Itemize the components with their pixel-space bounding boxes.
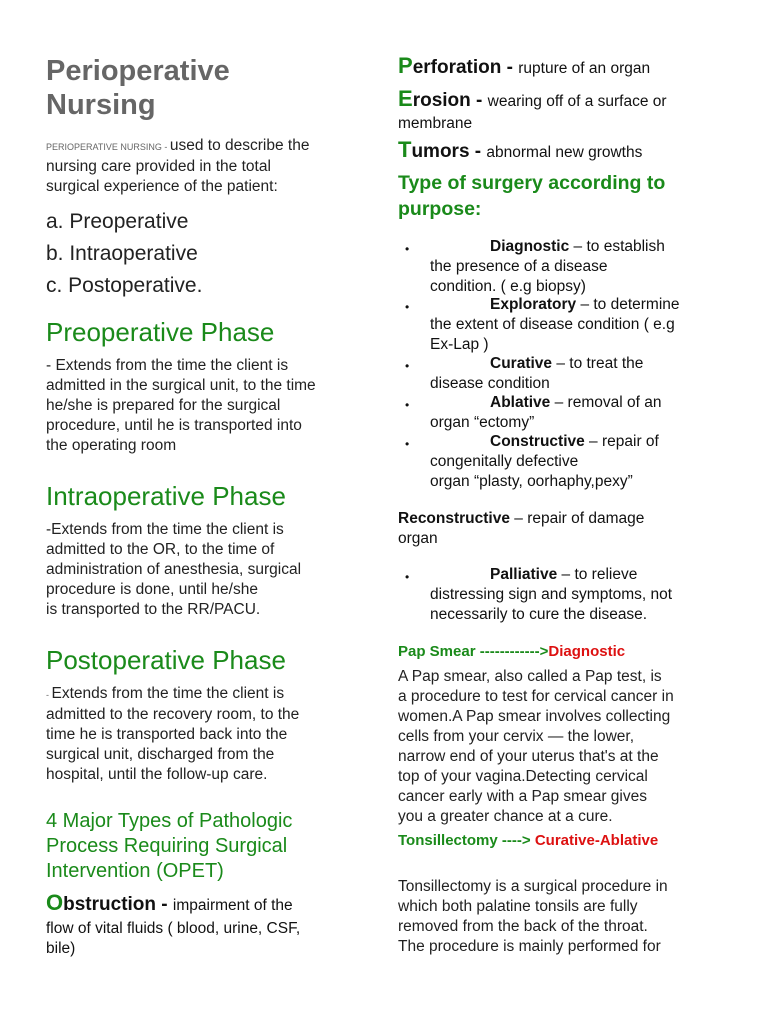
text-line: hospital, until the follow-up care. (46, 766, 268, 783)
tumors-term (398, 137, 487, 162)
term-initial: T (398, 137, 412, 162)
term-initial: P (398, 53, 413, 78)
type-def-line: organ “ectomy” (430, 414, 535, 431)
erosion-term (398, 86, 488, 111)
palliative-list (398, 565, 728, 625)
obstruction-term (46, 890, 173, 915)
tonsillectomy-text (398, 877, 733, 957)
type-def-line: Ex-Lap ) (430, 336, 489, 353)
text-line: Extends from the time the client is (51, 685, 285, 702)
type-def-line: disease condition (430, 375, 550, 392)
reconstructive-entry (398, 509, 644, 549)
type-def-line: necessarily to cure the disease. (430, 606, 648, 623)
type-def: – to establish (569, 238, 665, 255)
opet-heading (46, 809, 366, 884)
heading-line: Intervention (OPET) (46, 860, 224, 882)
type-def: – removal of an (550, 394, 662, 411)
term-initial: E (398, 86, 413, 111)
type-def-line: condition. ( e.g biopsy) (430, 278, 586, 295)
list-item (398, 237, 728, 295)
text-line: The procedure is mainly performed for (398, 938, 661, 955)
heading-line: purpose: (398, 198, 482, 220)
title-line-2: Nursing (46, 89, 156, 121)
term-rest: umors - (411, 141, 487, 162)
term-rest: bstruction - (63, 894, 173, 915)
pap-smear-label (398, 642, 625, 662)
list-item (398, 393, 728, 432)
text-line: time he is transported back into the (46, 726, 288, 743)
intraop-text (46, 520, 366, 620)
erosion-def-line: membrane (398, 115, 473, 132)
phase-item: b. Intraoperative (46, 242, 198, 265)
type-def: – repair of (584, 433, 659, 450)
tumors-entry (398, 136, 642, 167)
preop-text (46, 356, 366, 456)
type-term: Curative (490, 355, 553, 372)
erosion-def: wearing off of a surface or (487, 93, 667, 110)
text-line: -Extends from the time the client is (46, 521, 284, 538)
phase-item: c. Postoperative. (46, 274, 203, 297)
intro-line: used to describe the (169, 137, 310, 154)
preop-heading: Preoperative Phase (46, 317, 275, 347)
type-def-line: the presence of a disease (430, 258, 608, 275)
type-term: Constructive (490, 433, 585, 450)
type-term: Exploratory (490, 296, 577, 313)
pap-smear-type: Diagnostic (548, 643, 626, 660)
heading-line: Type of surgery according to (398, 172, 666, 194)
type-def-line: organ (398, 530, 438, 547)
text-line: narrow end of your uterus that's at the (398, 748, 659, 765)
obstruction-entry (46, 890, 376, 959)
text-line: admitted in the surgical unit, to the time (46, 377, 316, 394)
term-initial: O (46, 890, 64, 915)
perforation-def: rupture of an organ (518, 60, 651, 77)
text-line: procedure, until he is transported into (46, 417, 302, 434)
tonsillectomy-term: Tonsillectomy ----> (398, 832, 531, 849)
type-term: Palliative (490, 566, 558, 583)
text-line: admitted to the recovery room, to the (46, 706, 300, 723)
purpose-heading (398, 170, 738, 222)
type-def-line: distressing sign and symptoms, not (430, 586, 673, 603)
heading-line: Process Requiring Surgical (46, 835, 288, 857)
text-line: you a greater chance at a cure. (398, 808, 613, 825)
type-def: – to treat the (552, 355, 644, 372)
text-line: he/she is prepared for the surgical (46, 397, 281, 414)
text-line: procedure is done, until he/she (46, 581, 258, 598)
intro-small-caps: PERIOPERATIVE NURSING - (46, 142, 170, 152)
page-title (46, 54, 230, 122)
perforation-entry (398, 52, 650, 83)
perforation-term (398, 53, 519, 78)
pap-smear-text (398, 667, 733, 827)
type-def: – repair of damage (509, 510, 645, 527)
postop-heading: Postoperative Phase (46, 645, 286, 675)
text-line: is transported to the RR/PACU. (46, 601, 261, 618)
erosion-entry (398, 85, 728, 132)
tonsillectomy-label (398, 831, 658, 851)
text-line: admitted to the OR, to the time of (46, 541, 275, 558)
phase-item: a. Preoperative (46, 210, 189, 233)
intro-paragraph (46, 136, 366, 197)
text-line: women.A Pap smear involves collecting (398, 708, 671, 725)
text-line: cells from your cervix — the lower, (398, 728, 635, 745)
text-line: administration of anesthesia, surgical (46, 561, 302, 578)
postop-small: - (46, 690, 52, 700)
obstruction-def: impairment of the (172, 897, 293, 914)
intro-line: surgical experience of the patient: (46, 178, 278, 195)
text-line: - Extends from the time the client is (46, 357, 289, 374)
tumors-def: abnormal new growths (486, 144, 643, 161)
term-rest: rosion - (412, 90, 488, 111)
heading-line: 4 Major Types of Pathologic (46, 810, 293, 832)
text-line: A Pap smear, also called a Pap test, is (398, 668, 662, 685)
text-line: surgical unit, discharged from the (46, 746, 275, 763)
text-line: Tonsillectomy is a surgical procedure in (398, 878, 668, 895)
type-term: Diagnostic (490, 238, 570, 255)
type-term: Ablative (490, 394, 551, 411)
list-item (398, 565, 728, 625)
text-line: which both palatine tonsils are fully (398, 898, 638, 915)
surgery-types-list (398, 237, 728, 492)
type-def: – to determine (576, 296, 680, 313)
postop-text (46, 684, 366, 785)
text-line: a procedure to test for cervical cancer in (398, 688, 674, 705)
type-term: Reconstructive (398, 510, 510, 527)
text-line: top of your vagina.Detecting cervical (398, 768, 648, 785)
type-def-line: congenitally defective (430, 453, 579, 470)
obstruction-def-line: bile) (46, 940, 76, 957)
title-line-1: Perioperative (46, 55, 230, 87)
phases-list (46, 206, 202, 302)
list-item (398, 295, 728, 354)
obstruction-def-line: flow of vital fluids ( blood, urine, CSF, (46, 920, 301, 937)
text-line: cancer early with a Pap smear gives (398, 788, 647, 805)
type-def-line: the extent of disease condition ( e.g (430, 316, 675, 333)
intro-line: nursing care provided in the total (46, 158, 271, 175)
list-item (398, 354, 728, 393)
text-line: the operating room (46, 437, 177, 454)
pap-smear-term: Pap Smear ------------> (398, 643, 549, 660)
text-line: removed from the back of the throat. (398, 918, 648, 935)
tonsillectomy-type: Curative-Ablative (530, 832, 659, 849)
type-def-line: organ “plasty, oorhaphy,pexy” (430, 473, 633, 490)
type-def: – to relieve (557, 566, 638, 583)
term-rest: erforation - (412, 57, 519, 78)
intraop-heading: Intraoperative Phase (46, 481, 286, 511)
list-item (398, 432, 728, 492)
